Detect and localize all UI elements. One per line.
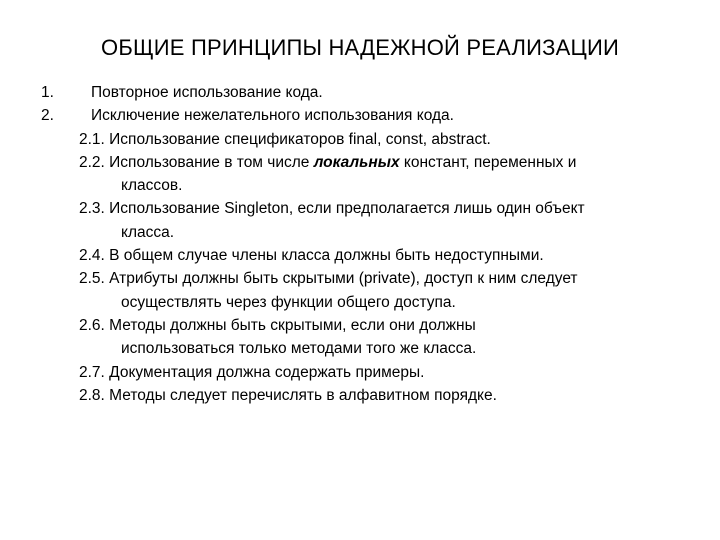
list-item-number: 2. bbox=[41, 107, 54, 125]
sub-list-item bbox=[41, 244, 691, 267]
sub-list-item bbox=[41, 314, 691, 361]
emphasized-word: локальных bbox=[313, 153, 400, 171]
sub-item-text: 2.4. В общем случае члены класса должны быть недоступными. bbox=[79, 247, 544, 265]
sub-list-item bbox=[41, 197, 691, 244]
sub-item-text bbox=[79, 151, 691, 174]
sub-list-item bbox=[41, 128, 691, 151]
sub-list-item bbox=[41, 151, 691, 198]
list-item bbox=[41, 104, 691, 127]
list-item-number: 1. bbox=[41, 84, 54, 101]
sub-item-text-part: констант, переменных и bbox=[399, 153, 577, 171]
sub-item-text: 2.1. Использование спецификаторов final, const, abstract. bbox=[79, 130, 491, 148]
slide-content bbox=[41, 81, 691, 407]
sub-item-text: 2.8. Методы следует перечислять в алфавитном порядке. bbox=[79, 386, 497, 404]
sub-item-text-part: 2.2. Использование в том числе bbox=[79, 153, 314, 171]
sub-item-continuation: осуществлять через функции общего доступа. bbox=[121, 293, 456, 311]
list-item-text: Исключение нежелательного использования кода. bbox=[91, 107, 454, 125]
sub-item-continuation: класса. bbox=[121, 223, 175, 241]
sub-list-item bbox=[41, 384, 691, 407]
list-item bbox=[41, 81, 691, 104]
sub-list-item bbox=[41, 361, 691, 384]
sub-item-text: 2.6. Методы должны быть скрытыми, если они должны bbox=[79, 316, 476, 334]
sub-item-text: 2.3. Использование Singleton, если предполагается лишь один объект bbox=[79, 200, 585, 218]
sub-item-text: 2.7. Документация должна содержать примеры. bbox=[79, 363, 425, 381]
sub-list-item bbox=[41, 267, 691, 314]
list-item-text: Повторное использование кода. bbox=[91, 84, 323, 101]
slide-title: ОБЩИЕ ПРИНЦИПЫ НАДЕЖНОЙ РЕАЛИЗАЦИИ bbox=[101, 35, 619, 60]
sub-item-continuation: классов. bbox=[121, 177, 183, 195]
sub-item-continuation: использоваться только методами того же класса. bbox=[121, 340, 477, 358]
sub-item-text: 2.5. Атрибуты должны быть скрытыми (private), доступ к ним следует bbox=[79, 270, 578, 288]
